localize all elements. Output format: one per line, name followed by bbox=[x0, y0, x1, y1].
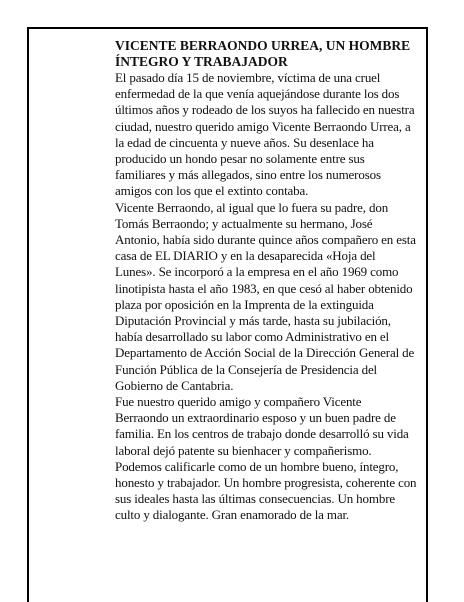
obituary-article bbox=[115, 38, 417, 524]
article-paragraph-3: Fue nuestro querido amigo y compañero Vicente Berraondo un extraordinario esposo y un buen padre de familia. En los centros de trabajo donde desarrolló su vida laboral dejó patente su bienhacer y compañerismo. Podemos calificarle como de un hombre bueno, íntegro, honesto y trabajador. Un hombre progresista, coherente con sus ideales hasta las últimas consecuencias. Un hombre culto y dialogante. Gran enamorado de la mar. bbox=[115, 394, 417, 523]
article-paragraph-2: Vicente Berraondo, al igual que lo fuera su padre, don Tomás Berraondo; y actualmente su hermano, José Antonio, había sido durante quince años compañero en esta casa de EL DIARIO y en la desaparecida «Hoja del Lunes». Se incorporó a la empresa en el año 1969 como linotipista hasta el año 1983, en que cesó al haber obtenido plaza por oposición en la Imprenta de la extinguida Diputación Provincial y más tarde, hasta su jubilación, había desarrollado su labor como Administrativo en el Departamento de Acción Social de la Dirección General de Función Pública de la Consejería de Presidencia del Gobierno de Cantabria. bbox=[115, 199, 416, 393]
article-paragraph-1: El pasado día 15 de noviembre, víctima de una cruel enfermedad de la que venía aquejándose durante los dos últimos años y rodeado de los suyos ha fallecido en nuestra ciudad, nuestro querido amigo Vicente Berraondo Urrea, a la edad de cincuenta y nueve años. Su desenlace ha producido un hondo pesar no solamente entre sus familiares y más allegados, sino entre los numerosos amigos con los que el extinto contaba. bbox=[115, 70, 415, 199]
article-headline: VICENTE BERRAONDO URREA, UN HOMBRE ÍNTEGRO Y TRABAJADOR bbox=[115, 38, 411, 69]
